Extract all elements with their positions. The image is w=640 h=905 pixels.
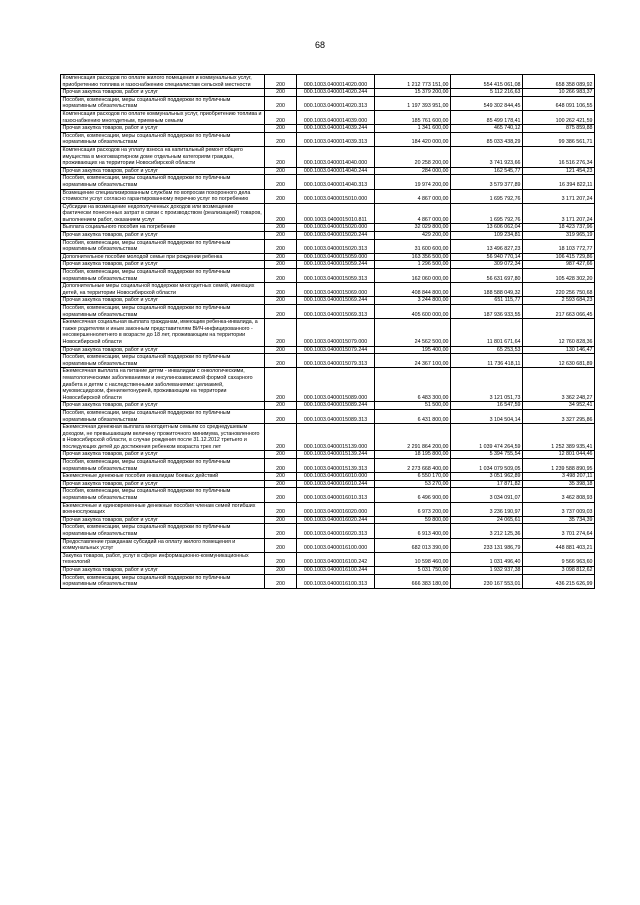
row-approved-amount-cell: 15 379 200,00 [375, 89, 451, 97]
row-classification-cell: 000.1003.0400015059.313 [297, 269, 375, 283]
row-executed-amount-cell: 465 740,12 [451, 125, 523, 133]
row-executed-amount-cell: 11 801 671,64 [451, 319, 523, 346]
row-approved-amount-cell: 284 000,00 [375, 167, 451, 175]
row-code-cell: 200 [265, 125, 297, 133]
row-remaining-amount-cell: 10 266 983,37 [523, 89, 595, 97]
row-approved-amount-cell: 1 212 773 151,00 [375, 75, 451, 89]
row-remaining-amount-cell: 9 566 963,60 [523, 552, 595, 566]
row-remaining-amount-cell: 3 362 248,27 [523, 368, 595, 402]
row-name-cell: Пособия, компенсации, меры социальной поддержки по публичным нормативным обязательствам [61, 574, 265, 588]
row-classification-cell: 000.1003.0400014039.244 [297, 125, 375, 133]
row-executed-amount-cell: 109 234,81 [451, 232, 523, 240]
table-row [61, 346, 595, 354]
row-remaining-amount-cell: 100 262 421,59 [523, 110, 595, 124]
table-row [61, 203, 595, 224]
row-approved-amount-cell: 4 867 000,00 [375, 203, 451, 224]
row-approved-amount-cell: 31 600 600,00 [375, 239, 451, 253]
row-classification-cell: 000.1003.0400015069.313 [297, 305, 375, 319]
row-classification-cell: 000.1003.0400015059.244 [297, 261, 375, 269]
row-classification-cell: 000.1003.0400015079.000 [297, 319, 375, 346]
table-row [61, 297, 595, 305]
table-row [61, 283, 595, 297]
row-code-cell: 200 [265, 175, 297, 189]
row-remaining-amount-cell: 2 593 684,23 [523, 297, 595, 305]
row-code-cell: 200 [265, 253, 297, 261]
row-name-cell: Прочая закупка товаров, работ и услуг [61, 297, 265, 305]
row-code-cell: 200 [265, 269, 297, 283]
table-row [61, 224, 595, 232]
row-approved-amount-cell: 53 270,00 [375, 480, 451, 488]
table-row [61, 480, 595, 488]
row-code-cell: 200 [265, 203, 297, 224]
table-row [61, 89, 595, 97]
row-approved-amount-cell: 682 013 390,00 [375, 538, 451, 552]
row-classification-cell: 000.1003.0400014040.313 [297, 175, 375, 189]
row-executed-amount-cell: 65 253,53 [451, 346, 523, 354]
row-name-cell: Прочая закупка товаров, работ и услуг [61, 232, 265, 240]
row-approved-amount-cell: 51 500,00 [375, 402, 451, 410]
row-name-cell: Прочая закупка товаров, работ и услуг [61, 89, 265, 97]
row-code-cell: 200 [265, 224, 297, 232]
row-remaining-amount-cell: 3 498 207,11 [523, 473, 595, 481]
row-classification-cell: 000.1003.0400014020.244 [297, 89, 375, 97]
row-code-cell: 200 [265, 354, 297, 368]
row-name-cell: Пособия, компенсации, меры социальной поддержки по публичным нормативным обязательствам [61, 175, 265, 189]
row-remaining-amount-cell: 35 398,18 [523, 480, 595, 488]
row-name-cell: Дополнительное пособие молодой семье при рождении ребенка [61, 253, 265, 261]
row-approved-amount-cell: 5 031 750,00 [375, 566, 451, 574]
table-row [61, 96, 595, 110]
row-approved-amount-cell: 429 200,00 [375, 232, 451, 240]
row-name-cell: Прочая закупка товаров, работ и услуг [61, 261, 265, 269]
row-classification-cell: 000.1003.0400014039.000 [297, 110, 375, 124]
row-name-cell: Ежемесячная социальная выплата гражданам, имеющим ребенка-инвалида, а также родителям и иным законным представителям ВИЧ-инфицированного - несовершеннолетнего в возрасте до 18 лет, проживающим на территории Новосибирской области [61, 319, 265, 346]
row-remaining-amount-cell: 99 386 561,71 [523, 132, 595, 146]
row-executed-amount-cell: 3 051 962,89 [451, 473, 523, 481]
row-classification-cell: 000.1003.0400014020.313 [297, 96, 375, 110]
row-executed-amount-cell: 56 940 770,14 [451, 253, 523, 261]
row-code-cell: 200 [265, 89, 297, 97]
row-executed-amount-cell: 5 112 216,63 [451, 89, 523, 97]
row-remaining-amount-cell: 16 394 822,11 [523, 175, 595, 189]
row-executed-amount-cell: 233 131 986,79 [451, 538, 523, 552]
row-approved-amount-cell: 2 273 668 400,00 [375, 459, 451, 473]
row-remaining-amount-cell: 3 171 207,24 [523, 189, 595, 203]
row-code-cell: 200 [265, 538, 297, 552]
row-executed-amount-cell: 17 871,82 [451, 480, 523, 488]
row-remaining-amount-cell: 16 516 276,34 [523, 146, 595, 167]
row-code-cell: 200 [265, 146, 297, 167]
row-classification-cell: 000.1003.0400016020.244 [297, 516, 375, 524]
row-name-cell: Прочая закупка товаров, работ и услуг [61, 402, 265, 410]
row-code-cell: 200 [265, 346, 297, 354]
row-remaining-amount-cell: 1 252 389 935,41 [523, 424, 595, 451]
row-remaining-amount-cell: 987 427,66 [523, 261, 595, 269]
row-remaining-amount-cell: 3 462 808,93 [523, 488, 595, 502]
row-name-cell: Пособия, компенсации, меры социальной поддержки по публичным нормативным обязательствам [61, 96, 265, 110]
row-name-cell: Компенсация расходов по оплате коммунальных услуг, приобретению топлива и газоснабжению многодетным, приемным семьям [61, 110, 265, 124]
row-code-cell: 200 [265, 368, 297, 402]
row-classification-cell: 000.1003.0400015020.000 [297, 224, 375, 232]
row-executed-amount-cell: 3 579 377,89 [451, 175, 523, 189]
row-executed-amount-cell: 1 031 496,40 [451, 552, 523, 566]
row-approved-amount-cell: 666 383 180,00 [375, 574, 451, 588]
row-remaining-amount-cell: 12 801 044,46 [523, 451, 595, 459]
row-executed-amount-cell: 3 121 051,73 [451, 368, 523, 402]
row-classification-cell: 000.1003.0400015020.244 [297, 232, 375, 240]
row-code-cell: 200 [265, 424, 297, 451]
row-approved-amount-cell: 6 431 800,00 [375, 409, 451, 423]
row-approved-amount-cell: 6 913 400,00 [375, 524, 451, 538]
row-code-cell: 200 [265, 409, 297, 423]
row-approved-amount-cell: 6 483 300,00 [375, 368, 451, 402]
table-row [61, 566, 595, 574]
table-row [61, 146, 595, 167]
row-code-cell: 200 [265, 502, 297, 516]
row-executed-amount-cell: 1 034 079 509,05 [451, 459, 523, 473]
row-name-cell: Пособия, компенсации, меры социальной поддержки по публичным нормативным обязательствам [61, 354, 265, 368]
table-row [61, 269, 595, 283]
table-row [61, 368, 595, 402]
row-executed-amount-cell: 3 212 125,36 [451, 524, 523, 538]
row-name-cell: Прочая закупка товаров, работ и услуг [61, 480, 265, 488]
row-name-cell: Закупка товаров, работ, услуг в сфере информационно-коммуникационных технологий [61, 552, 265, 566]
row-name-cell: Прочая закупка товаров, работ и услуг [61, 167, 265, 175]
row-executed-amount-cell: 309 072,34 [451, 261, 523, 269]
table-row [61, 451, 595, 459]
table-row [61, 488, 595, 502]
row-executed-amount-cell: 3 741 923,66 [451, 146, 523, 167]
row-remaining-amount-cell: 658 358 089,92 [523, 75, 595, 89]
row-remaining-amount-cell: 18 423 737,96 [523, 224, 595, 232]
row-name-cell: Прочая закупка товаров, работ и услуг [61, 125, 265, 133]
row-remaining-amount-cell: 3 171 207,24 [523, 203, 595, 224]
table-row [61, 189, 595, 203]
row-code-cell: 200 [265, 110, 297, 124]
row-remaining-amount-cell: 436 215 626,99 [523, 574, 595, 588]
row-approved-amount-cell: 20 258 200,00 [375, 146, 451, 167]
table-row [61, 75, 595, 89]
row-classification-cell: 000.1003.0400016100.313 [297, 574, 375, 588]
row-remaining-amount-cell: 3 701 274,64 [523, 524, 595, 538]
table-row [61, 261, 595, 269]
row-classification-cell: 000.1003.0400016010.244 [297, 480, 375, 488]
row-name-cell: Дополнительные меры социальной поддержки многодетных семей, имеющих детей, на территории Новосибирской области [61, 283, 265, 297]
row-code-cell: 200 [265, 75, 297, 89]
row-remaining-amount-cell: 105 428 302,20 [523, 269, 595, 283]
row-approved-amount-cell: 6 973 200,00 [375, 502, 451, 516]
row-remaining-amount-cell: 3 098 812,62 [523, 566, 595, 574]
row-name-cell: Прочая закупка товаров, работ и услуг [61, 516, 265, 524]
page-number: 68 [314, 40, 325, 50]
row-name-cell: Пособия, компенсации, меры социальной поддержки по публичным нормативным обязательствам [61, 524, 265, 538]
row-approved-amount-cell: 184 420 000,00 [375, 132, 451, 146]
row-code-cell: 200 [265, 319, 297, 346]
row-executed-amount-cell: 5 394 755,54 [451, 451, 523, 459]
row-remaining-amount-cell: 12 760 828,36 [523, 319, 595, 346]
row-approved-amount-cell: 185 761 600,00 [375, 110, 451, 124]
row-classification-cell: 000.1003.0400016100.000 [297, 538, 375, 552]
row-code-cell: 200 [265, 459, 297, 473]
row-executed-amount-cell: 230 167 553,01 [451, 574, 523, 588]
row-classification-cell: 000.1003.0400015069.244 [297, 297, 375, 305]
table-row [61, 502, 595, 516]
table-row [61, 552, 595, 566]
row-name-cell: Пособия, компенсации, меры социальной поддержки по публичным нормативным обязательствам [61, 488, 265, 502]
row-approved-amount-cell: 1 296 500,00 [375, 261, 451, 269]
row-name-cell: Пособия, компенсации, меры социальной поддержки по публичным нормативным обязательствам [61, 305, 265, 319]
row-approved-amount-cell: 405 600 000,00 [375, 305, 451, 319]
row-code-cell: 200 [265, 402, 297, 410]
table-row [61, 574, 595, 588]
row-code-cell: 200 [265, 566, 297, 574]
row-remaining-amount-cell: 130 146,47 [523, 346, 595, 354]
row-executed-amount-cell: 24 065,61 [451, 516, 523, 524]
row-executed-amount-cell: 162 545,77 [451, 167, 523, 175]
row-code-cell: 200 [265, 305, 297, 319]
table-row [61, 132, 595, 146]
row-approved-amount-cell: 162 060 000,00 [375, 269, 451, 283]
table-row [61, 538, 595, 552]
row-name-cell: Пособия, компенсации, меры социальной поддержки по публичным нормативным обязательствам [61, 269, 265, 283]
row-executed-amount-cell: 56 631 697,80 [451, 269, 523, 283]
row-remaining-amount-cell: 1 239 588 890,95 [523, 459, 595, 473]
row-executed-amount-cell: 554 415 061,08 [451, 75, 523, 89]
row-approved-amount-cell: 408 844 800,00 [375, 283, 451, 297]
row-approved-amount-cell: 18 195 800,00 [375, 451, 451, 459]
row-code-cell: 200 [265, 451, 297, 459]
row-name-cell: Возмещение специализированным службам по вопросам похоронного дела стоимости услуг согласно гарантированному перечню услуг по погребению [61, 189, 265, 203]
row-approved-amount-cell: 163 356 500,00 [375, 253, 451, 261]
row-remaining-amount-cell: 648 091 106,55 [523, 96, 595, 110]
row-remaining-amount-cell: 106 415 729,86 [523, 253, 595, 261]
row-classification-cell: 000.1003.0400015089.244 [297, 402, 375, 410]
table-row [61, 402, 595, 410]
row-name-cell: Прочая закупка товаров, работ и услуг [61, 566, 265, 574]
row-classification-cell: 000.1003.0400016010.000 [297, 473, 375, 481]
row-classification-cell: 000.1003.0400016020.313 [297, 524, 375, 538]
table-row [61, 110, 595, 124]
row-code-cell: 200 [265, 239, 297, 253]
row-classification-cell: 000.1003.0400015010.811 [297, 203, 375, 224]
row-approved-amount-cell: 1 197 393 951,00 [375, 96, 451, 110]
row-approved-amount-cell: 4 867 000,00 [375, 189, 451, 203]
row-remaining-amount-cell: 875 859,88 [523, 125, 595, 133]
row-remaining-amount-cell: 12 630 681,89 [523, 354, 595, 368]
row-code-cell: 200 [265, 283, 297, 297]
row-code-cell: 200 [265, 297, 297, 305]
row-executed-amount-cell: 187 936 933,55 [451, 305, 523, 319]
row-classification-cell: 000.1003.0400015139.000 [297, 424, 375, 451]
row-name-cell: Прочая закупка товаров, работ и услуг [61, 451, 265, 459]
row-name-cell: Ежемесячная денежная выплата многодетным семьям со среднедушевым доходом, не превышающим величину прожиточного минимума, установленного в Новосибирской области, в случае рождения после 31.12.2012 третьего и последующих детей до достижения ребенком возраста трех лет [61, 424, 265, 451]
row-name-cell: Компенсация расходов по оплате жилого помещения и коммунальных услуг, приобретению топлива и газоснабжению специалистам сельской местности [61, 75, 265, 89]
table-row [61, 459, 595, 473]
row-executed-amount-cell: 188 588 049,32 [451, 283, 523, 297]
row-name-cell: Предоставление гражданам субсидий на оплату жилого помещения и коммунальных услуг [61, 538, 265, 552]
row-code-cell: 200 [265, 488, 297, 502]
row-approved-amount-cell: 24 367 100,00 [375, 354, 451, 368]
table-row [61, 167, 595, 175]
budget-table [60, 74, 595, 589]
row-name-cell: Пособия, компенсации, меры социальной поддержки по публичным нормативным обязательствам [61, 409, 265, 423]
table-row [61, 253, 595, 261]
table-row [61, 354, 595, 368]
row-classification-cell: 000.1003.0400015079.244 [297, 346, 375, 354]
table-row [61, 524, 595, 538]
row-code-cell: 200 [265, 167, 297, 175]
row-name-cell: Пособия, компенсации, меры социальной поддержки по публичным нормативным обязательствам [61, 459, 265, 473]
row-executed-amount-cell: 16 547,59 [451, 402, 523, 410]
row-code-cell: 200 [265, 480, 297, 488]
row-classification-cell: 000.1003.0400015010.000 [297, 189, 375, 203]
row-name-cell: Компенсация расходов на уплату взноса на капитальный ремонт общего имущества в многоквартирном доме отдельным категориям граждан, проживающих на территории Новосибирской области [61, 146, 265, 167]
row-code-cell: 200 [265, 516, 297, 524]
table-row [61, 175, 595, 189]
table-row [61, 516, 595, 524]
row-classification-cell: 000.1003.0400016020.000 [297, 502, 375, 516]
row-approved-amount-cell: 10 598 460,00 [375, 552, 451, 566]
row-code-cell: 200 [265, 261, 297, 269]
row-classification-cell: 000.1003.0400014020.000 [297, 75, 375, 89]
row-name-cell: Субсидии на возмещение недополученных доходов или возмещение фактически понесенных затрат в связи с производством (реализацией) товаров, выполнением работ, оказанием услуг [61, 203, 265, 224]
row-name-cell: Выплата социального пособия на погребение [61, 224, 265, 232]
row-remaining-amount-cell: 3 737 009,03 [523, 502, 595, 516]
row-classification-cell: 000.1003.0400016100.244 [297, 566, 375, 574]
row-name-cell: Пособия, компенсации, меры социальной поддержки по публичным нормативным обязательствам [61, 132, 265, 146]
row-code-cell: 200 [265, 189, 297, 203]
row-classification-cell: 000.1003.0400016010.313 [297, 488, 375, 502]
row-executed-amount-cell: 85 499 178,41 [451, 110, 523, 124]
row-classification-cell: 000.1003.0400015069.000 [297, 283, 375, 297]
row-classification-cell: 000.1003.0400014040.000 [297, 146, 375, 167]
row-executed-amount-cell: 1 932 937,38 [451, 566, 523, 574]
row-approved-amount-cell: 32 029 800,00 [375, 224, 451, 232]
row-classification-cell: 000.1003.0400015089.000 [297, 368, 375, 402]
row-classification-cell: 000.1003.0400014039.313 [297, 132, 375, 146]
row-code-cell: 200 [265, 574, 297, 588]
table-row [61, 239, 595, 253]
row-remaining-amount-cell: 217 663 066,45 [523, 305, 595, 319]
row-executed-amount-cell: 13 606 062,04 [451, 224, 523, 232]
row-remaining-amount-cell: 448 881 403,21 [523, 538, 595, 552]
row-approved-amount-cell: 19 974 200,00 [375, 175, 451, 189]
row-remaining-amount-cell: 3 327 295,86 [523, 409, 595, 423]
row-classification-cell: 000.1003.0400015089.313 [297, 409, 375, 423]
row-code-cell: 200 [265, 232, 297, 240]
table-row [61, 409, 595, 423]
row-approved-amount-cell: 6 496 900,00 [375, 488, 451, 502]
table-row [61, 125, 595, 133]
row-classification-cell: 000.1003.0400015139.313 [297, 459, 375, 473]
row-approved-amount-cell: 195 400,00 [375, 346, 451, 354]
row-remaining-amount-cell: 18 103 772,77 [523, 239, 595, 253]
row-remaining-amount-cell: 319 965,19 [523, 232, 595, 240]
row-approved-amount-cell: 3 244 800,00 [375, 297, 451, 305]
row-executed-amount-cell: 3 104 504,14 [451, 409, 523, 423]
row-remaining-amount-cell: 121 454,23 [523, 167, 595, 175]
row-name-cell: Пособия, компенсации, меры социальной поддержки по публичным нормативным обязательствам [61, 239, 265, 253]
row-executed-amount-cell: 651 115,77 [451, 297, 523, 305]
row-executed-amount-cell: 85 033 438,29 [451, 132, 523, 146]
row-executed-amount-cell: 1 695 792,76 [451, 203, 523, 224]
row-executed-amount-cell: 3 236 190,97 [451, 502, 523, 516]
row-executed-amount-cell: 3 034 091,07 [451, 488, 523, 502]
budget-table-body [61, 75, 595, 589]
row-executed-amount-cell: 11 736 418,11 [451, 354, 523, 368]
row-classification-cell: 000.1003.0400015139.244 [297, 451, 375, 459]
row-executed-amount-cell: 1 695 792,76 [451, 189, 523, 203]
row-remaining-amount-cell: 34 952,41 [523, 402, 595, 410]
row-approved-amount-cell: 6 550 170,00 [375, 473, 451, 481]
row-classification-cell: 000.1003.0400015059.000 [297, 253, 375, 261]
row-code-cell: 200 [265, 96, 297, 110]
row-remaining-amount-cell: 220 256 750,68 [523, 283, 595, 297]
row-classification-cell: 000.1003.0400015020.313 [297, 239, 375, 253]
row-classification-cell: 000.1003.0400016100.242 [297, 552, 375, 566]
row-classification-cell: 000.1003.0400015079.313 [297, 354, 375, 368]
row-approved-amount-cell: 24 562 500,00 [375, 319, 451, 346]
row-code-cell: 200 [265, 524, 297, 538]
row-executed-amount-cell: 13 496 827,23 [451, 239, 523, 253]
row-approved-amount-cell: 2 291 864 200,00 [375, 424, 451, 451]
table-row [61, 424, 595, 451]
table-row [61, 305, 595, 319]
table-row [61, 473, 595, 481]
row-name-cell: Ежемесячные денежные пособия инвалидам боевых действий [61, 473, 265, 481]
row-name-cell: Прочая закупка товаров, работ и услуг [61, 346, 265, 354]
row-code-cell: 200 [265, 473, 297, 481]
row-classification-cell: 000.1003.0400014040.244 [297, 167, 375, 175]
row-approved-amount-cell: 59 800,00 [375, 516, 451, 524]
row-remaining-amount-cell: 35 734,39 [523, 516, 595, 524]
table-row [61, 232, 595, 240]
table-row [61, 319, 595, 346]
row-executed-amount-cell: 549 302 844,45 [451, 96, 523, 110]
row-name-cell: Ежемесячные и единовременные денежные пособия членам семей погибших военнослужащих [61, 502, 265, 516]
row-approved-amount-cell: 1 341 600,00 [375, 125, 451, 133]
row-executed-amount-cell: 1 039 474 264,59 [451, 424, 523, 451]
row-name-cell: Ежемесячная выплата на питание детям - инвалидам с онкологическими, гематологическими заболеваниями и инсулинозависимой формой сахарного диабета и детям с наследственными заболеваниями: целиакией, муковисцидозом, фенилкетонурией, проживающим на территории Новосибирской области [61, 368, 265, 402]
row-code-cell: 200 [265, 132, 297, 146]
row-code-cell: 200 [265, 552, 297, 566]
